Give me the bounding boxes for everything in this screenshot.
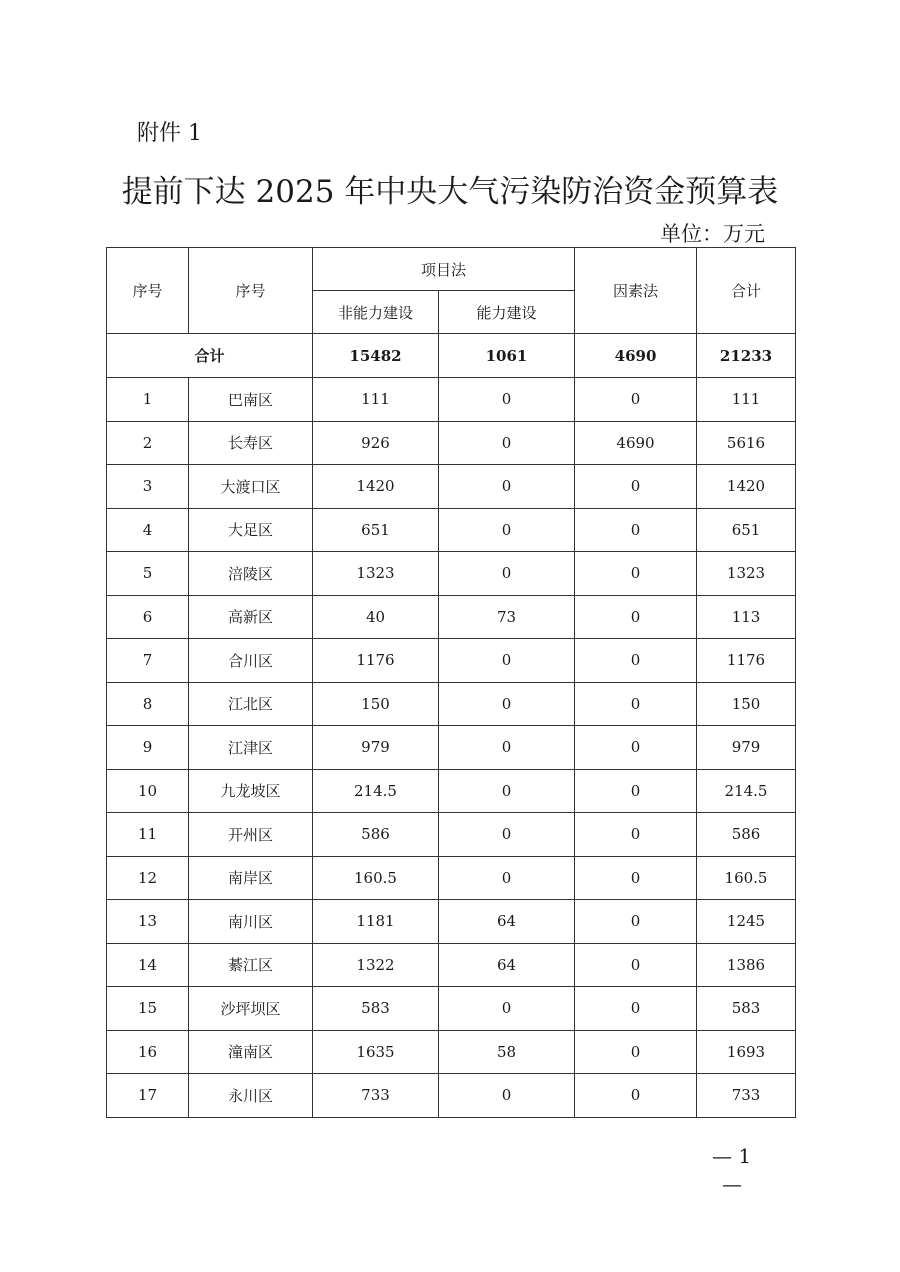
cell-district: 江北区 <box>189 682 313 726</box>
total-factor: 4690 <box>575 334 697 378</box>
cell-total: 979 <box>697 726 796 770</box>
cell-district: 江津区 <box>189 726 313 770</box>
cell-capacity: 0 <box>439 987 575 1031</box>
cell-capacity: 0 <box>439 552 575 596</box>
cell-capacity: 0 <box>439 508 575 552</box>
cell-capacity: 73 <box>439 595 575 639</box>
cell-total: 1420 <box>697 465 796 509</box>
cell-district: 涪陵区 <box>189 552 313 596</box>
cell-factor: 0 <box>575 1030 697 1074</box>
header-factor-method: 因素法 <box>575 248 697 334</box>
cell-factor: 0 <box>575 769 697 813</box>
cell-total: 651 <box>697 508 796 552</box>
cell-total: 1176 <box>697 639 796 683</box>
cell-total: 583 <box>697 987 796 1031</box>
cell-capacity: 58 <box>439 1030 575 1074</box>
header-non-capacity: 非能力建设 <box>313 291 439 334</box>
cell-capacity: 0 <box>439 639 575 683</box>
table-row <box>107 421 796 465</box>
budget-table <box>106 247 796 1118</box>
cell-factor: 0 <box>575 508 697 552</box>
cell-factor: 4690 <box>575 421 697 465</box>
cell-seq: 2 <box>107 421 189 465</box>
cell-factor: 0 <box>575 378 697 422</box>
header-total: 合计 <box>697 248 796 334</box>
cell-seq: 3 <box>107 465 189 509</box>
cell-district: 巴南区 <box>189 378 313 422</box>
table-row <box>107 1074 796 1118</box>
cell-seq: 15 <box>107 987 189 1031</box>
cell-factor: 0 <box>575 552 697 596</box>
table-row <box>107 726 796 770</box>
cell-district: 开州区 <box>189 813 313 857</box>
cell-seq: 11 <box>107 813 189 857</box>
cell-total: 1245 <box>697 900 796 944</box>
cell-factor: 0 <box>575 856 697 900</box>
cell-district: 长寿区 <box>189 421 313 465</box>
cell-non-capacity: 1635 <box>313 1030 439 1074</box>
cell-capacity: 0 <box>439 378 575 422</box>
cell-factor: 0 <box>575 465 697 509</box>
cell-district: 合川区 <box>189 639 313 683</box>
total-row <box>107 334 796 378</box>
cell-district: 永川区 <box>189 1074 313 1118</box>
page-number-trailing-dash: — <box>722 1172 742 1196</box>
page-number: — 1 <box>712 1144 752 1168</box>
cell-district: 大渡口区 <box>189 465 313 509</box>
table-row <box>107 378 796 422</box>
cell-total: 733 <box>697 1074 796 1118</box>
cell-capacity: 64 <box>439 900 575 944</box>
document-title: 提前下达 2025 年中央大气污染防治资金预算表 <box>121 174 779 210</box>
cell-factor: 0 <box>575 639 697 683</box>
cell-district: 九龙坡区 <box>189 769 313 813</box>
table-row <box>107 943 796 987</box>
cell-non-capacity: 733 <box>313 1074 439 1118</box>
cell-non-capacity: 1420 <box>313 465 439 509</box>
cell-factor: 0 <box>575 726 697 770</box>
cell-total: 113 <box>697 595 796 639</box>
cell-non-capacity: 160.5 <box>313 856 439 900</box>
table-row <box>107 639 796 683</box>
cell-factor: 0 <box>575 1074 697 1118</box>
cell-non-capacity: 1176 <box>313 639 439 683</box>
cell-total: 1386 <box>697 943 796 987</box>
table-row <box>107 465 796 509</box>
cell-non-capacity: 586 <box>313 813 439 857</box>
cell-district: 南岸区 <box>189 856 313 900</box>
cell-district: 高新区 <box>189 595 313 639</box>
cell-capacity: 0 <box>439 421 575 465</box>
cell-district: 南川区 <box>189 900 313 944</box>
header-name: 序号 <box>189 248 313 334</box>
cell-non-capacity: 979 <box>313 726 439 770</box>
cell-seq: 5 <box>107 552 189 596</box>
cell-factor: 0 <box>575 943 697 987</box>
cell-seq: 16 <box>107 1030 189 1074</box>
cell-non-capacity: 926 <box>313 421 439 465</box>
cell-capacity: 0 <box>439 1074 575 1118</box>
cell-capacity: 0 <box>439 682 575 726</box>
cell-factor: 0 <box>575 900 697 944</box>
cell-total: 5616 <box>697 421 796 465</box>
table-row <box>107 508 796 552</box>
cell-non-capacity: 651 <box>313 508 439 552</box>
table-row <box>107 552 796 596</box>
unit-label: 单位：万元 <box>660 222 765 246</box>
cell-district: 綦江区 <box>189 943 313 987</box>
cell-total: 1323 <box>697 552 796 596</box>
cell-non-capacity: 1323 <box>313 552 439 596</box>
cell-non-capacity: 214.5 <box>313 769 439 813</box>
attachment-label: 附件 1 <box>137 121 202 146</box>
cell-district: 大足区 <box>189 508 313 552</box>
header-seq: 序号 <box>107 248 189 334</box>
cell-factor: 0 <box>575 595 697 639</box>
cell-seq: 14 <box>107 943 189 987</box>
cell-non-capacity: 111 <box>313 378 439 422</box>
cell-capacity: 0 <box>439 813 575 857</box>
cell-capacity: 0 <box>439 726 575 770</box>
table-row <box>107 813 796 857</box>
cell-seq: 6 <box>107 595 189 639</box>
table-row <box>107 682 796 726</box>
cell-district: 潼南区 <box>189 1030 313 1074</box>
cell-total: 160.5 <box>697 856 796 900</box>
table-row <box>107 595 796 639</box>
cell-seq: 12 <box>107 856 189 900</box>
header-project-method: 项目法 <box>313 248 575 291</box>
cell-seq: 8 <box>107 682 189 726</box>
table-row <box>107 856 796 900</box>
cell-non-capacity: 150 <box>313 682 439 726</box>
total-sum: 21233 <box>697 334 796 378</box>
table-row <box>107 987 796 1031</box>
table-row <box>107 1030 796 1074</box>
total-non-capacity: 15482 <box>313 334 439 378</box>
cell-non-capacity: 1181 <box>313 900 439 944</box>
cell-capacity: 64 <box>439 943 575 987</box>
total-label: 合计 <box>107 334 313 378</box>
header-capacity: 能力建设 <box>439 291 575 334</box>
cell-total: 111 <box>697 378 796 422</box>
cell-seq: 4 <box>107 508 189 552</box>
cell-factor: 0 <box>575 813 697 857</box>
cell-seq: 7 <box>107 639 189 683</box>
cell-factor: 0 <box>575 682 697 726</box>
cell-total: 586 <box>697 813 796 857</box>
cell-non-capacity: 583 <box>313 987 439 1031</box>
table-row <box>107 900 796 944</box>
cell-seq: 13 <box>107 900 189 944</box>
cell-capacity: 0 <box>439 465 575 509</box>
cell-district: 沙坪坝区 <box>189 987 313 1031</box>
cell-non-capacity: 1322 <box>313 943 439 987</box>
cell-total: 214.5 <box>697 769 796 813</box>
cell-seq: 17 <box>107 1074 189 1118</box>
cell-seq: 1 <box>107 378 189 422</box>
cell-seq: 9 <box>107 726 189 770</box>
cell-total: 1693 <box>697 1030 796 1074</box>
cell-seq: 10 <box>107 769 189 813</box>
cell-factor: 0 <box>575 987 697 1031</box>
cell-capacity: 0 <box>439 769 575 813</box>
cell-non-capacity: 40 <box>313 595 439 639</box>
cell-capacity: 0 <box>439 856 575 900</box>
header-row-1 <box>107 248 796 291</box>
table-row <box>107 769 796 813</box>
total-capacity: 1061 <box>439 334 575 378</box>
cell-total: 150 <box>697 682 796 726</box>
